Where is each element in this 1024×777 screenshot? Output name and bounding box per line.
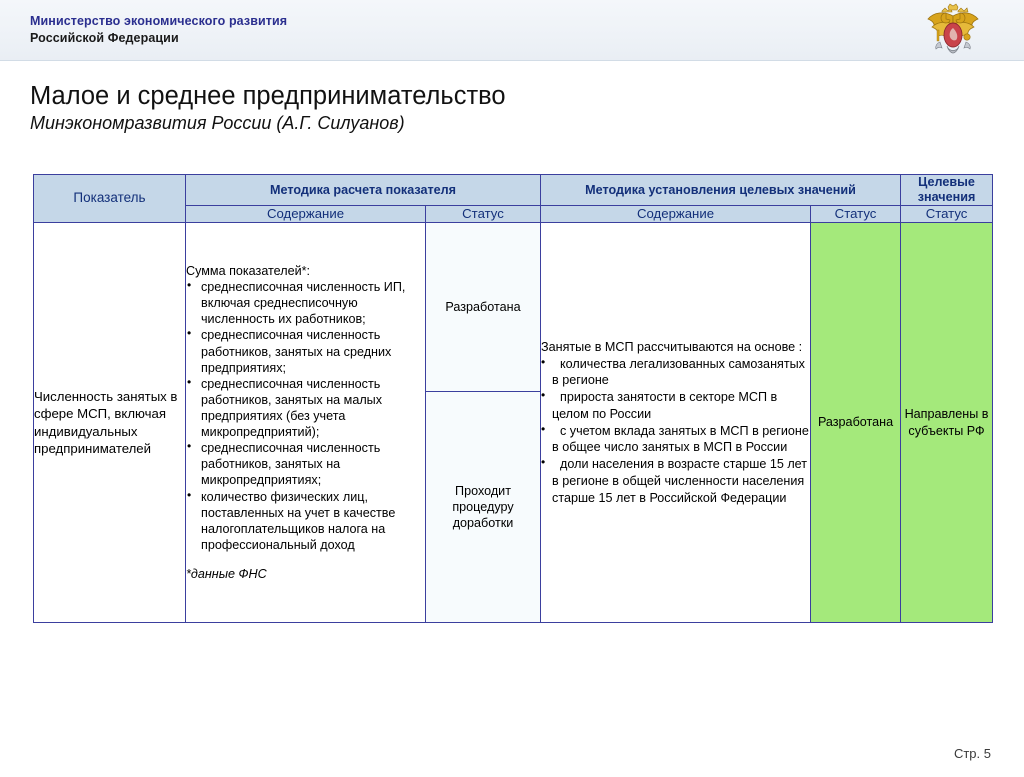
header-target-setting-method: Методика установления целевых значений: [541, 175, 901, 206]
indicator-table-container: [33, 174, 992, 623]
list-item: [541, 423, 810, 456]
list-item-text: количества легализованных самозанятых в регионе: [552, 356, 805, 388]
calc-method-lead: Сумма показателей*:: [186, 264, 311, 279]
list-item-text: с учетом вклада занятых в МСП в регионе в общее число занятых в МСП в России: [552, 423, 809, 455]
list-item: • среднесписочная численность работников, занятых на средних предприятиях;: [186, 327, 425, 375]
top-banner: [0, 0, 1024, 61]
cell-calc-status-in-revision: Проходит процедуру доработки: [426, 392, 541, 623]
header-target-values: Целевые значения: [901, 175, 993, 206]
slide-title-block: [30, 82, 930, 133]
header-calculation-method: Методика расчета показателя: [186, 175, 541, 206]
subheader-target-content: Содержание: [541, 206, 811, 223]
subheader-target-status: Статус: [811, 206, 901, 223]
cell-target-values-status: Направлены в субъекты РФ: [901, 223, 993, 623]
list-item-text: прироста занятости в секторе МСП в целом по России: [552, 390, 778, 421]
cell-target-setting-method: [541, 223, 811, 623]
page-subtitle: Минэкономразвития России (А.Г. Силуанов): [30, 112, 405, 133]
list-item: [541, 356, 810, 389]
table-row: [34, 223, 993, 392]
cell-calc-status-developed: Разработана: [426, 223, 541, 392]
cell-indicator-name: Численность занятых в сфере МСП, включая индивидуальных предпринимателей: [34, 223, 186, 623]
calc-method-footnote: *данные ФНС: [186, 566, 267, 581]
ministry-identity: [30, 13, 287, 46]
header-indicator: Показатель: [34, 175, 186, 223]
indicator-table: [33, 174, 993, 623]
page-title: Малое и среднее предпринимательство: [30, 82, 506, 110]
russian-coat-of-arms-icon: [920, 2, 986, 64]
list-item: • среднесписочная численность работников, занятых на малых предприятиях (без учета микропредприятий);: [186, 376, 425, 440]
list-item: [541, 456, 810, 506]
ministry-name-line-2: Российской Федерации: [30, 30, 179, 45]
list-item: [541, 389, 810, 422]
subheader-calc-content: Содержание: [186, 206, 426, 223]
list-item: • среднесписочная численность ИП, включая среднесписочную численность их работников;: [186, 279, 425, 327]
calc-method-bullet-list: [186, 279, 425, 553]
cell-calculation-method: [186, 223, 426, 623]
target-method-bullet-list: [541, 356, 810, 507]
list-item-text: доли населения в возрасте старше 15 лет в регионе в общей численности населения старше 15 лет в Российской Федерации: [552, 457, 808, 505]
list-item: • среднесписочная численность работников, занятых на микропредприятиях;: [186, 440, 425, 488]
cell-target-method-status: Разработана: [811, 223, 901, 623]
page-number: Стр. 5: [953, 746, 991, 761]
target-method-lead: Занятые в МСП рассчитываются на основе :: [541, 339, 803, 354]
subheader-calc-status: Статус: [426, 206, 541, 223]
subheader-target-values-status: Статус: [901, 206, 993, 223]
table-header-row-1: [34, 175, 993, 206]
ministry-name-line-1: Министерство экономического развития: [30, 14, 288, 28]
list-item: • количество физических лиц, поставленных на учет в качестве налогоплательщиков налога на профессиональный доход: [186, 489, 425, 553]
